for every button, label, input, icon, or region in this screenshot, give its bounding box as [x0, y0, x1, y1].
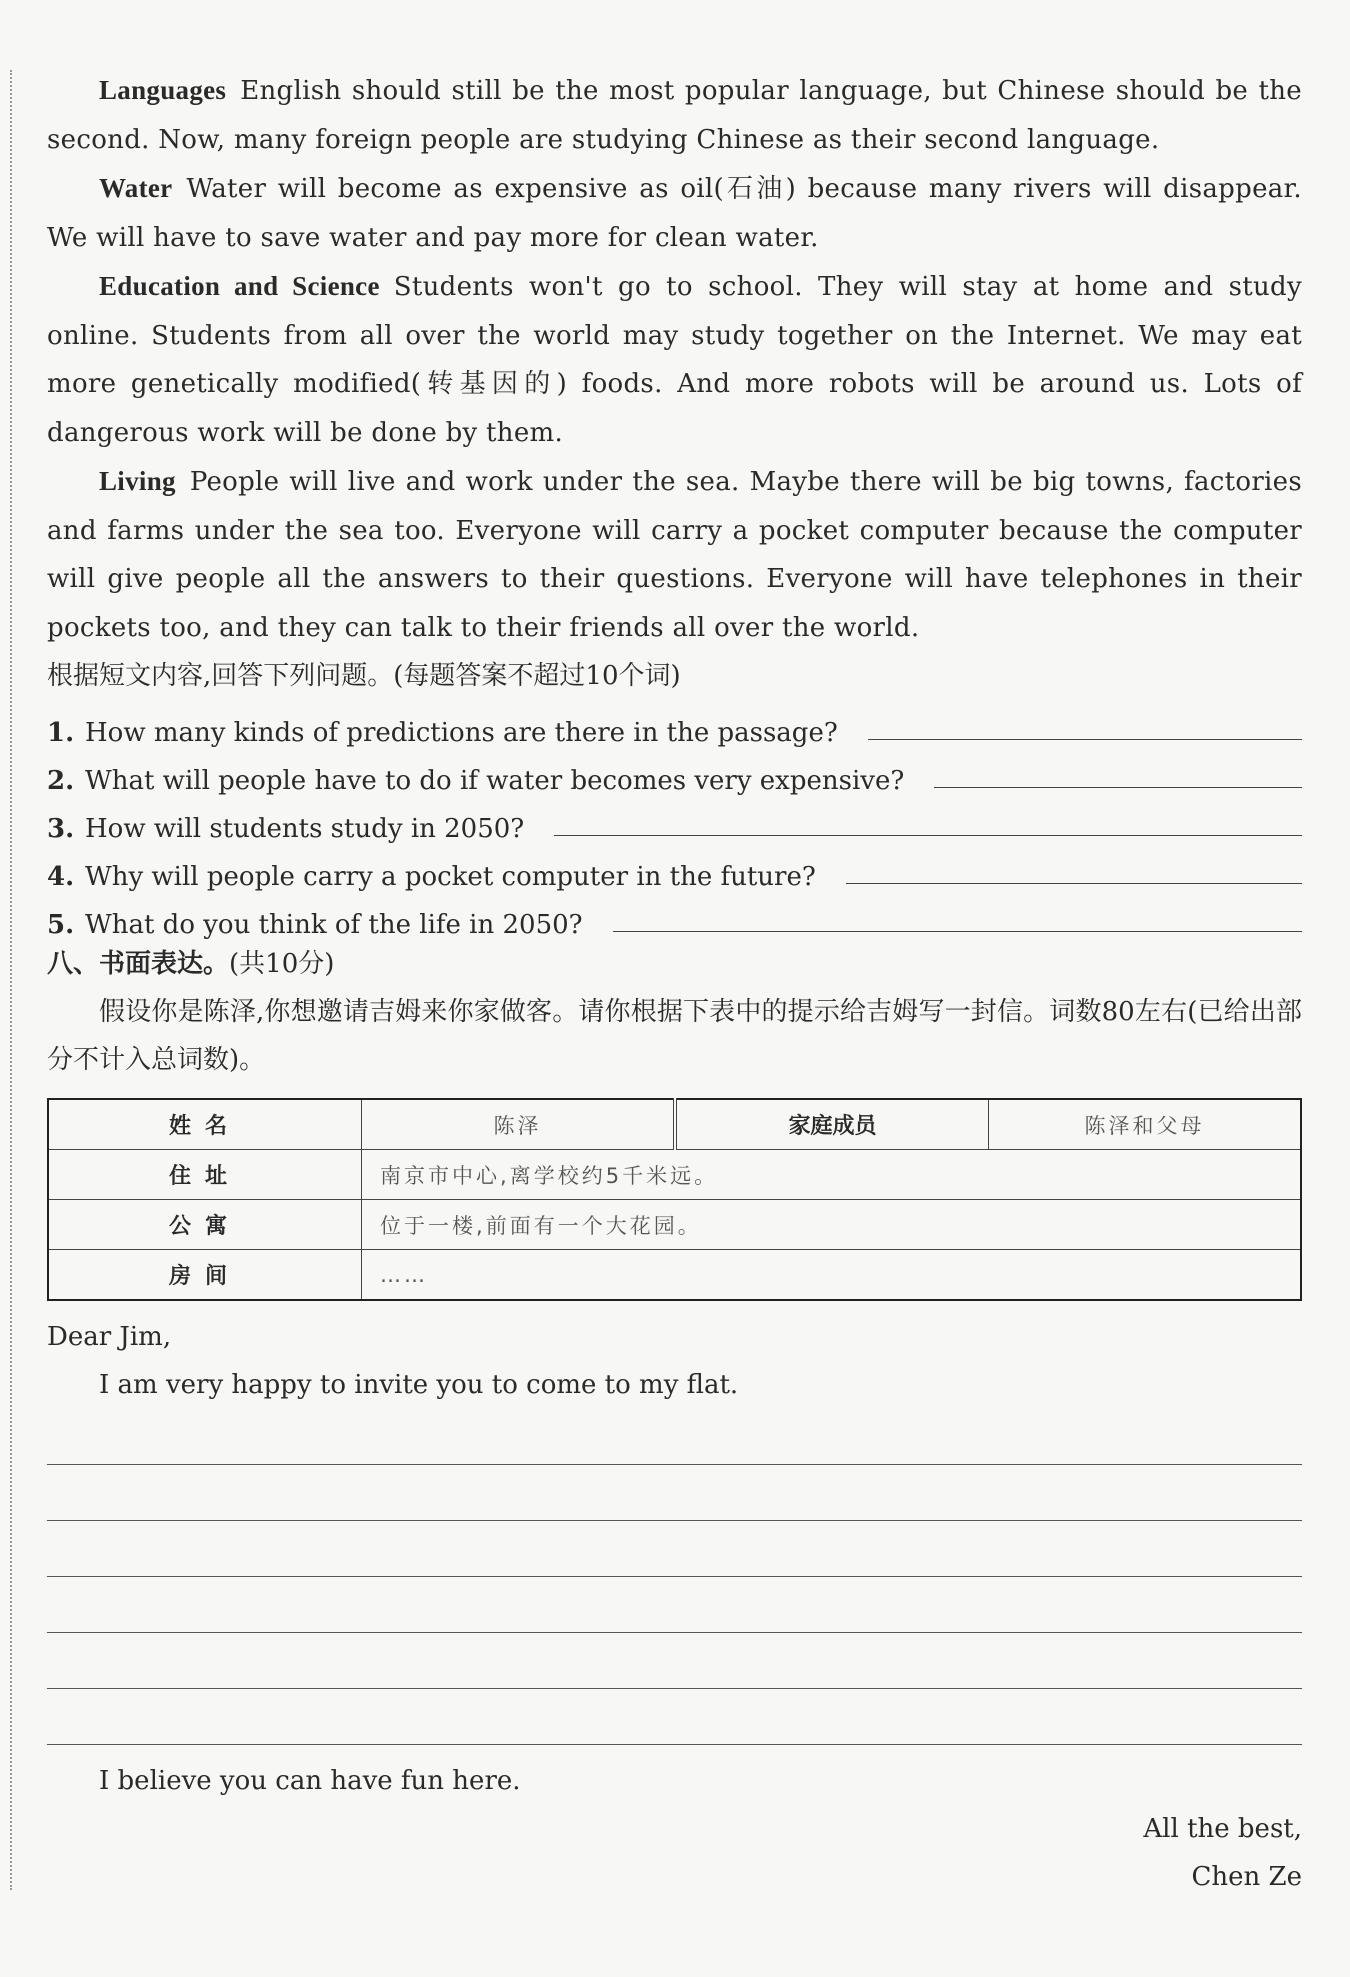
letter: [47, 1313, 1302, 1901]
paragraph-heading: Languages: [99, 75, 227, 105]
letter-signature: Chen Ze: [1191, 1862, 1302, 1892]
paragraph-text: English should still be the most popular language, but Chinese should be the second. Now, many foreign people are studying Chinese as their second language.: [47, 76, 1302, 155]
paragraph-heading: Living: [99, 466, 176, 496]
paragraph-water: [47, 164, 1302, 262]
paragraph-education: [47, 262, 1302, 457]
question-2: [47, 748, 1302, 796]
questions-instruction: 根据短文内容,回答下列问题。(每题答案不超过10个词): [47, 661, 681, 691]
question-5: [47, 892, 1302, 940]
answer-line[interactable]: [934, 753, 1302, 788]
question-number: 2.: [47, 766, 75, 796]
info-table: [47, 1098, 1302, 1301]
page-content: [47, 66, 1302, 1901]
room-value: ……: [362, 1250, 1301, 1301]
question-list: [47, 700, 1302, 940]
writing-line[interactable]: [47, 1577, 1302, 1633]
writing-lines: [47, 1409, 1302, 1745]
section-heading: 八、书面表达。: [47, 949, 230, 979]
question-4: [47, 844, 1302, 892]
letter-closing-line: I believe you can have fun here.: [99, 1766, 521, 1796]
table-row: [48, 1200, 1301, 1250]
table-row: [48, 1099, 1301, 1150]
paragraph-text: People will live and work under the sea. Maybe there will be big towns, factories and farms under the sea too. Everyone will carry a pocket computer because the computer will give people all the answers to their questions. Everyone will have telephones in their pockets too, and they can talk to their friends all over the world.: [47, 467, 1302, 643]
letter-greeting: Dear Jim,: [47, 1322, 172, 1352]
paragraph-living: [47, 457, 1302, 652]
section-score: (共10分): [229, 949, 335, 979]
paragraph-languages: [47, 66, 1302, 164]
writing-section-title: [47, 940, 1302, 988]
question-number: 4.: [47, 862, 75, 892]
question-1: [47, 700, 1302, 748]
writing-line[interactable]: [47, 1409, 1302, 1465]
name-label: 姓名: [48, 1099, 362, 1150]
name-value: 陈泽: [362, 1099, 675, 1150]
writing-line[interactable]: [47, 1689, 1302, 1745]
address-value: 南京市中心,离学校约5千米远。: [362, 1150, 1301, 1200]
question-text: How many kinds of predictions are there in the passage?: [85, 718, 838, 748]
paragraph-heading: Water: [99, 173, 173, 203]
question-text: Why will people carry a pocket computer in the future?: [85, 862, 816, 892]
question-text: What will people have to do if water becomes very expensive?: [85, 766, 905, 796]
table-row: [48, 1250, 1301, 1301]
writing-task: 假设你是陈泽,你想邀请吉姆来你家做客。请你根据下表中的提示给吉姆写一封信。词数80左右(已给出部分不计入总词数)。: [47, 997, 1302, 1075]
table-row: [48, 1150, 1301, 1200]
flat-value: 位于一楼,前面有一个大花园。: [362, 1200, 1301, 1250]
paragraph-text: Students won't go to school. They will stay at home and study online. Students from all over the world may study together on the Internet. We may eat more genetically modified(转基因的) foods. And more robots will be around us. Lots of dangerous work will be done by them.: [47, 272, 1302, 448]
letter-signoff: All the best,: [1143, 1814, 1302, 1844]
answer-line[interactable]: [846, 849, 1302, 884]
question-text: How will students study in 2050?: [85, 814, 525, 844]
family-value: 陈泽和父母: [988, 1099, 1301, 1150]
binding-margin-line: [10, 70, 12, 1890]
answer-line[interactable]: [554, 801, 1302, 836]
address-label: 住址: [48, 1150, 362, 1200]
writing-line[interactable]: [47, 1633, 1302, 1689]
writing-line[interactable]: [47, 1465, 1302, 1521]
question-number: 5.: [47, 910, 75, 940]
question-text: What do you think of the life in 2050?: [85, 910, 583, 940]
letter-opening: I am very happy to invite you to come to my flat.: [99, 1370, 739, 1400]
answer-line[interactable]: [613, 897, 1302, 932]
flat-label: 公寓: [48, 1200, 362, 1250]
question-number: 1.: [47, 718, 75, 748]
question-number: 3.: [47, 814, 75, 844]
answer-line[interactable]: [868, 705, 1302, 740]
family-label: 家庭成员: [675, 1099, 988, 1150]
paragraph-text: Water will become as expensive as oil(石油) because many rivers will disappear. We will have to save water and pay more for clean water.: [47, 174, 1302, 253]
question-3: [47, 796, 1302, 844]
writing-line[interactable]: [47, 1521, 1302, 1577]
paragraph-heading: Education and Science: [99, 271, 380, 301]
room-label: 房间: [48, 1250, 362, 1301]
reading-passage: [47, 66, 1302, 652]
